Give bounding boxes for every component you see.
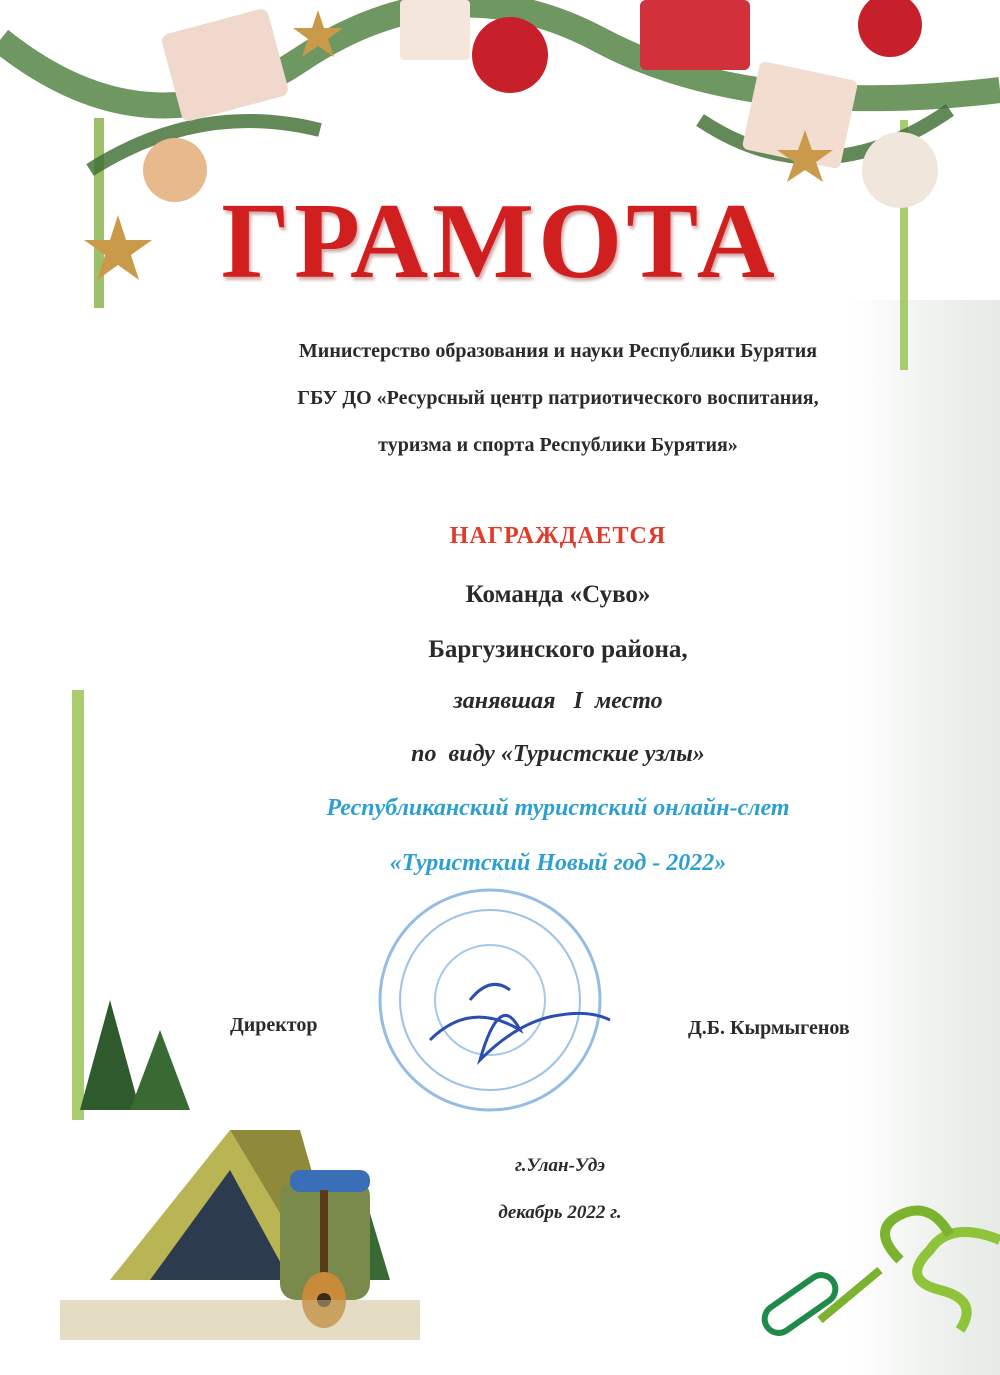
organization-line-3: туризма и спорта Республики Бурятия» (378, 434, 738, 456)
certificate-title: ГРАМОТА (221, 182, 779, 301)
footer-date: декабрь 2022 г. (498, 1202, 622, 1223)
recipient-district: Баргузинского района, (428, 636, 688, 663)
signature (430, 984, 610, 1060)
organization-line-2: ГБУ ДО «Ресурсный центр патриотического воспитания, (297, 387, 819, 409)
recipient-team: Команда «Суво» (465, 581, 651, 608)
event-name-line-1: Республиканский туристский онлайн-слет (326, 795, 790, 821)
awarded-heading: НАГРАЖДАЕТСЯ (449, 523, 667, 549)
organization-line-1: Министерство образования и науки Республики Бурятия (298, 340, 818, 362)
director-name: Д.Б. Кырмыгенов (688, 1017, 850, 1039)
place-text: занявшая I место (453, 688, 663, 714)
backpack-icon (280, 1170, 370, 1300)
event-name-line-2: «Туристский Новый год - 2022» (389, 850, 727, 876)
category-text: по виду «Туристские узлы» (411, 741, 705, 767)
director-label: Директор (230, 1014, 318, 1036)
footer-city: г.Улан-Удэ (515, 1155, 605, 1176)
official-stamp (380, 890, 600, 1110)
